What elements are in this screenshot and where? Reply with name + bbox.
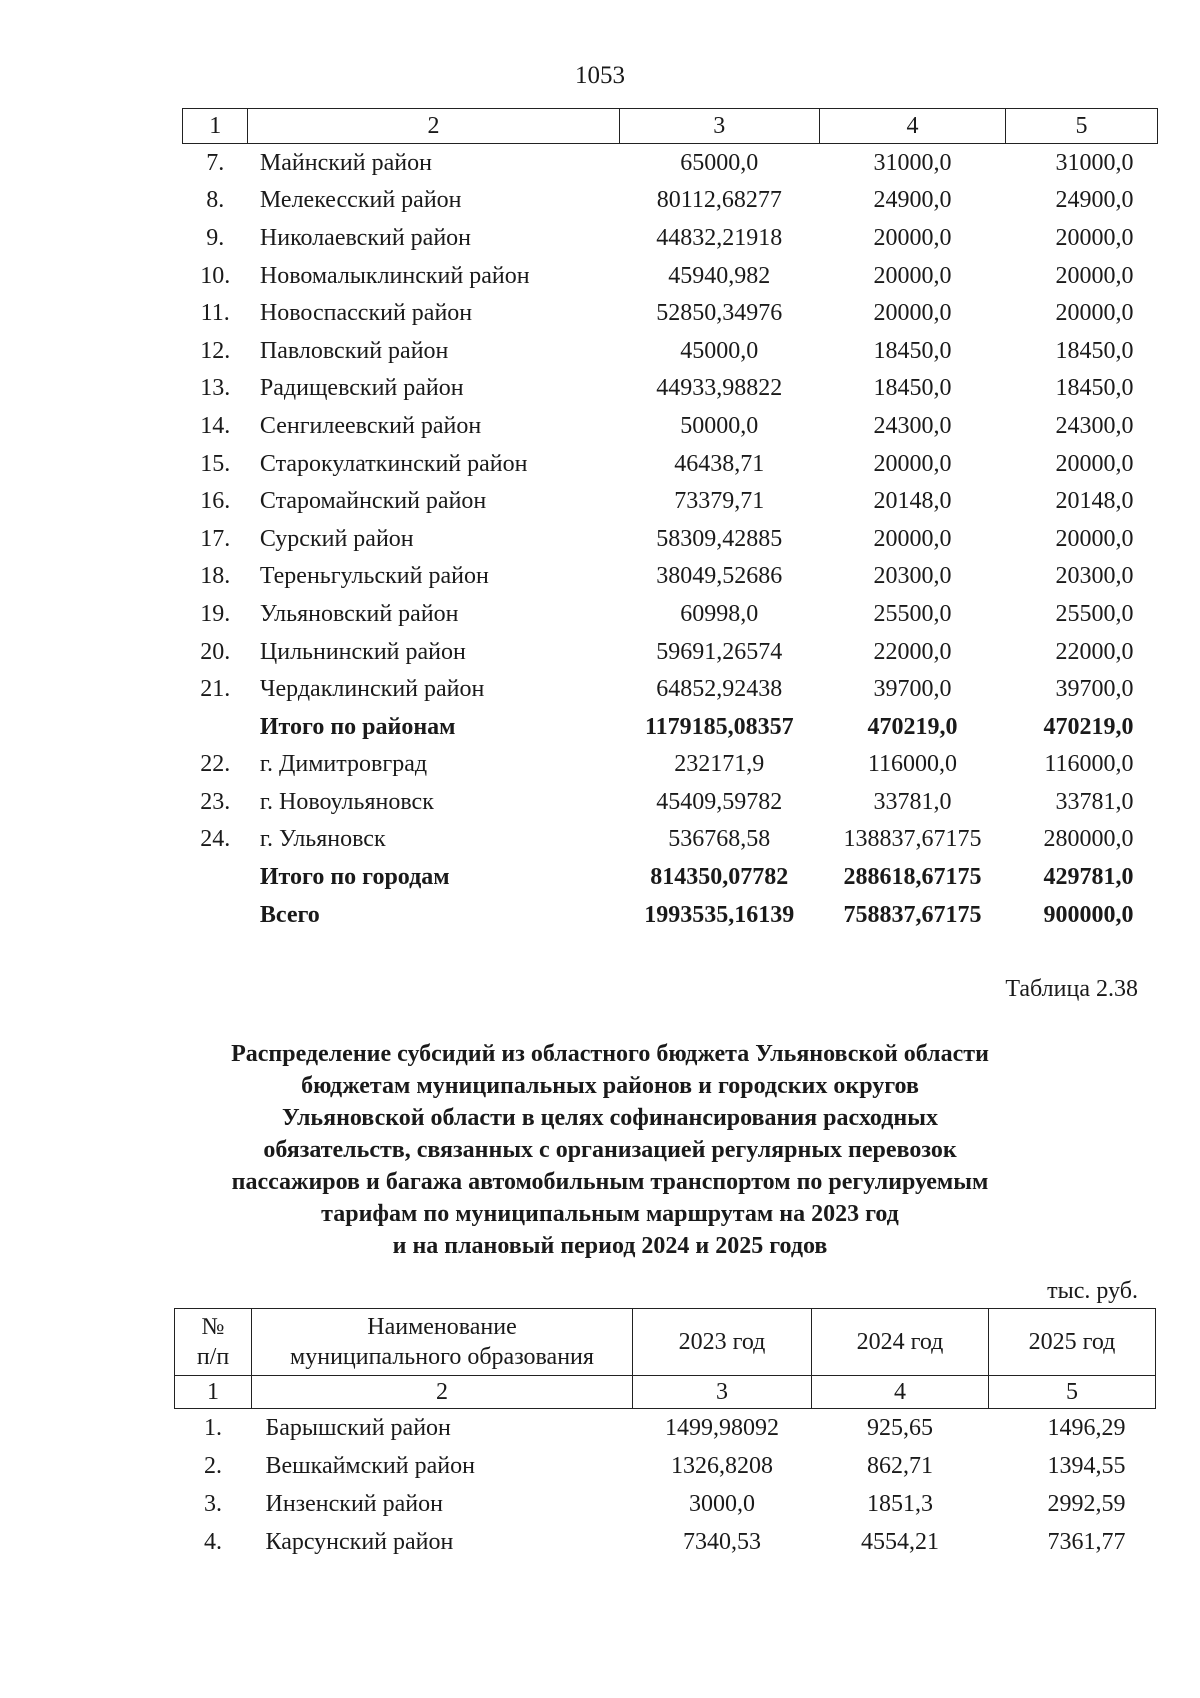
subsidy-table-continued — [182, 108, 1158, 933]
table-row — [183, 445, 1158, 483]
table-row — [183, 558, 1158, 596]
value-col4: 288618,67175 — [843, 864, 982, 891]
title-line: Ульяновской области в целях софинансирования расходных — [282, 1105, 938, 1131]
value-col5: 20000,0 — [1055, 525, 1134, 552]
subsidy-table-2-38 — [174, 1308, 1156, 1561]
units-label: тыс. руб. — [1047, 1278, 1138, 1304]
column-number: 2 — [248, 109, 619, 144]
value-col5: 7361,77 — [1047, 1529, 1126, 1555]
value-col5: 18450,0 — [1055, 337, 1134, 364]
value-col5: 20000,0 — [1055, 262, 1134, 289]
title-line: обязательств, связанных с организацией регулярных перевозок — [263, 1137, 957, 1163]
municipality-name: Сурский район — [259, 525, 414, 552]
row-number — [183, 896, 248, 934]
row-number: 17. — [200, 525, 231, 552]
column-number: 3 — [619, 109, 819, 144]
value-col4: 20000,0 — [873, 224, 952, 251]
table-row — [175, 1523, 1156, 1561]
value-col3: 3000,0 — [689, 1491, 755, 1517]
municipality-name: Всего — [259, 901, 320, 928]
value-col4: 24900,0 — [873, 187, 952, 214]
value-col5: 280000,0 — [1043, 826, 1134, 853]
value-col4: 138837,67175 — [843, 826, 982, 853]
municipality-name: г. Димитровград — [259, 751, 428, 778]
value-col4: 20000,0 — [873, 262, 952, 289]
value-col3: 814350,07782 — [650, 864, 789, 891]
column-number: 1 — [183, 109, 248, 144]
municipality-name: Тереньгульский район — [259, 563, 489, 590]
value-col4: 24300,0 — [873, 412, 952, 439]
value-col3: 64852,92438 — [656, 676, 783, 703]
header-num — [175, 1309, 252, 1376]
table-row — [175, 1447, 1156, 1485]
page-number: 1053 — [575, 62, 625, 89]
row-number: 19. — [200, 600, 231, 627]
row-number: 1. — [204, 1415, 222, 1441]
municipality-name: Новомалыклинский район — [259, 262, 530, 289]
value-col4: 758837,67175 — [843, 901, 982, 928]
municipality-name: Сенгилеевский район — [259, 412, 482, 439]
table-row — [183, 821, 1158, 859]
value-col4: 1851,3 — [867, 1491, 933, 1517]
table-row — [183, 633, 1158, 671]
value-col5: 25500,0 — [1055, 600, 1134, 627]
value-col3: 7340,53 — [683, 1529, 761, 1555]
table-row — [183, 332, 1158, 370]
value-col5: 39700,0 — [1055, 676, 1134, 703]
municipality-name: Мелекесский район — [259, 187, 462, 214]
row-number — [183, 858, 248, 896]
table-row — [183, 407, 1158, 445]
value-col5: 24900,0 — [1055, 187, 1134, 214]
value-col3: 60998,0 — [680, 600, 759, 627]
title-line: тарифам по муниципальным маршрутам на 2023 год — [321, 1201, 899, 1227]
table-title — [150, 1038, 1070, 1262]
column-number-row — [183, 109, 1158, 144]
row-number: 7. — [206, 149, 225, 176]
value-col4: 18450,0 — [873, 337, 952, 364]
value-col5: 1496,29 — [1047, 1415, 1126, 1441]
table-row — [183, 257, 1158, 295]
value-col4: 22000,0 — [873, 638, 952, 665]
row-number: 20. — [200, 638, 231, 665]
header-2024: 2024 год — [812, 1309, 989, 1376]
value-col3: 38049,52686 — [656, 563, 783, 590]
column-number: 4 — [812, 1376, 989, 1409]
municipality-name: Старокулаткинский район — [259, 450, 528, 477]
value-col4: 4554,21 — [861, 1529, 939, 1555]
municipality-name: Барышский район — [265, 1415, 451, 1441]
value-col3: 44933,98822 — [656, 375, 783, 402]
value-col4: 20000,0 — [873, 450, 952, 477]
column-number: 5 — [989, 1376, 1156, 1409]
row-number: 16. — [200, 488, 231, 515]
value-col3: 46438,71 — [674, 450, 765, 477]
column-number: 3 — [633, 1376, 812, 1409]
table-row — [183, 182, 1158, 220]
header-text: № — [201, 1314, 225, 1340]
row-number: 21. — [200, 676, 231, 703]
total-row — [183, 896, 1158, 934]
value-col3: 44832,21918 — [656, 224, 783, 251]
municipality-name: Итого по городам — [259, 864, 450, 891]
row-number: 23. — [200, 788, 231, 815]
row-number: 9. — [206, 224, 225, 251]
header-2023: 2023 год — [633, 1309, 812, 1376]
row-number: 24. — [200, 826, 231, 853]
row-number: 14. — [200, 412, 231, 439]
value-col5: 470219,0 — [1043, 713, 1134, 740]
value-col5: 22000,0 — [1055, 638, 1134, 665]
municipality-name: Николаевский район — [259, 224, 472, 251]
header-2025: 2025 год — [989, 1309, 1156, 1376]
municipality-name: Павловский район — [259, 337, 449, 364]
value-col5: 31000,0 — [1055, 149, 1134, 176]
value-col3: 73379,71 — [674, 488, 765, 515]
value-col3: 45000,0 — [680, 337, 759, 364]
title-line: и на плановый период 2024 и 2025 годов — [392, 1233, 828, 1259]
value-col4: 33781,0 — [873, 788, 952, 815]
value-col3: 1499,98092 — [665, 1415, 779, 1441]
column-number: 4 — [819, 109, 1005, 144]
value-col3: 232171,9 — [674, 751, 765, 778]
municipality-name: Цильнинский район — [259, 638, 466, 665]
table-row — [183, 482, 1158, 520]
value-col3: 1326,8208 — [671, 1453, 773, 1479]
table-caption: Таблица 2.38 — [1005, 976, 1138, 1002]
value-col3: 45940,982 — [668, 262, 771, 289]
value-col3: 58309,42885 — [656, 525, 783, 552]
value-col3: 536768,58 — [668, 826, 771, 853]
value-col5: 900000,0 — [1043, 901, 1134, 928]
value-col3: 65000,0 — [680, 149, 759, 176]
column-number: 5 — [1006, 109, 1158, 144]
municipality-name: Ульяновский район — [259, 600, 459, 627]
table-row — [183, 670, 1158, 708]
value-col5: 20000,0 — [1055, 450, 1134, 477]
row-number: 3. — [204, 1491, 222, 1517]
value-col5: 20148,0 — [1055, 488, 1134, 515]
column-number: 2 — [252, 1376, 633, 1409]
row-number: 4. — [204, 1529, 222, 1555]
municipality-name: Карсунский район — [265, 1529, 454, 1555]
municipality-name: Новоспасский район — [259, 300, 473, 327]
value-col4: 20000,0 — [873, 300, 952, 327]
row-number: 13. — [200, 375, 231, 402]
value-col5: 33781,0 — [1055, 788, 1134, 815]
value-col3: 50000,0 — [680, 412, 759, 439]
total-row — [183, 858, 1158, 896]
column-number-row — [175, 1376, 1156, 1409]
value-col5: 20000,0 — [1055, 300, 1134, 327]
value-col4: 470219,0 — [867, 713, 958, 740]
title-line: Распределение субсидий из областного бюджета Ульяновской области — [231, 1041, 989, 1067]
value-col5: 18450,0 — [1055, 375, 1134, 402]
title-line: пассажиров и багажа автомобильным транспортом по регулируемым — [231, 1169, 989, 1195]
municipality-name: г. Ульяновск — [259, 826, 386, 853]
value-col5: 20000,0 — [1055, 224, 1134, 251]
row-number: 11. — [200, 300, 230, 327]
value-col5: 1394,55 — [1047, 1453, 1126, 1479]
value-col4: 39700,0 — [873, 676, 952, 703]
value-col3: 52850,34976 — [656, 300, 783, 327]
column-number: 1 — [175, 1376, 252, 1409]
row-number: 10. — [200, 262, 231, 289]
row-number: 2. — [204, 1453, 222, 1479]
value-col4: 116000,0 — [867, 751, 958, 778]
municipality-name: Вешкаймский район — [265, 1453, 475, 1479]
municipality-name: Старомайнский район — [259, 488, 487, 515]
row-number: 22. — [200, 751, 231, 778]
header-name — [252, 1309, 633, 1376]
header-text: Наименование — [367, 1314, 517, 1340]
value-col5: 429781,0 — [1043, 864, 1134, 891]
municipality-name: Майнский район — [259, 149, 432, 176]
value-col4: 862,71 — [867, 1453, 933, 1479]
value-col3: 1179185,08357 — [644, 713, 794, 740]
row-number: 15. — [200, 450, 231, 477]
total-row — [183, 708, 1158, 746]
table-row — [183, 783, 1158, 821]
value-col5: 24300,0 — [1055, 412, 1134, 439]
table-row — [183, 144, 1158, 182]
header-row — [175, 1309, 1156, 1376]
header-text: муниципального образования — [290, 1344, 594, 1370]
value-col4: 20148,0 — [873, 488, 952, 515]
value-col3: 45409,59782 — [656, 788, 783, 815]
value-col5: 20300,0 — [1055, 563, 1134, 590]
table-row — [183, 294, 1158, 332]
row-number: 18. — [200, 563, 231, 590]
value-col4: 20300,0 — [873, 563, 952, 590]
municipality-name: г. Новоульяновск — [259, 788, 434, 815]
value-col4: 925,65 — [867, 1415, 933, 1441]
table-row — [183, 595, 1158, 633]
value-col4: 20000,0 — [873, 525, 952, 552]
municipality-name: Инзенский район — [265, 1491, 443, 1517]
table-row — [183, 746, 1158, 784]
municipality-name: Радищевский район — [259, 375, 464, 402]
header-text: п/п — [196, 1344, 230, 1370]
value-col3: 80112,68277 — [656, 187, 782, 214]
table-row — [175, 1409, 1156, 1448]
row-number — [183, 708, 248, 746]
value-col3: 1993535,16139 — [644, 901, 795, 928]
value-col3: 59691,26574 — [656, 638, 783, 665]
value-col4: 18450,0 — [873, 375, 952, 402]
table-row — [183, 520, 1158, 558]
value-col4: 31000,0 — [873, 149, 952, 176]
title-line: бюджетам муниципальных районов и городских округов — [301, 1073, 919, 1099]
table-row — [183, 370, 1158, 408]
value-col5: 2992,59 — [1047, 1491, 1126, 1517]
table-row — [183, 219, 1158, 257]
row-number: 8. — [206, 187, 225, 214]
value-col5: 116000,0 — [1044, 751, 1134, 778]
row-number: 12. — [200, 337, 231, 364]
value-col4: 25500,0 — [873, 600, 952, 627]
table-row — [175, 1485, 1156, 1523]
municipality-name: Чердаклинский район — [259, 676, 485, 703]
municipality-name: Итого по районам — [259, 713, 456, 740]
